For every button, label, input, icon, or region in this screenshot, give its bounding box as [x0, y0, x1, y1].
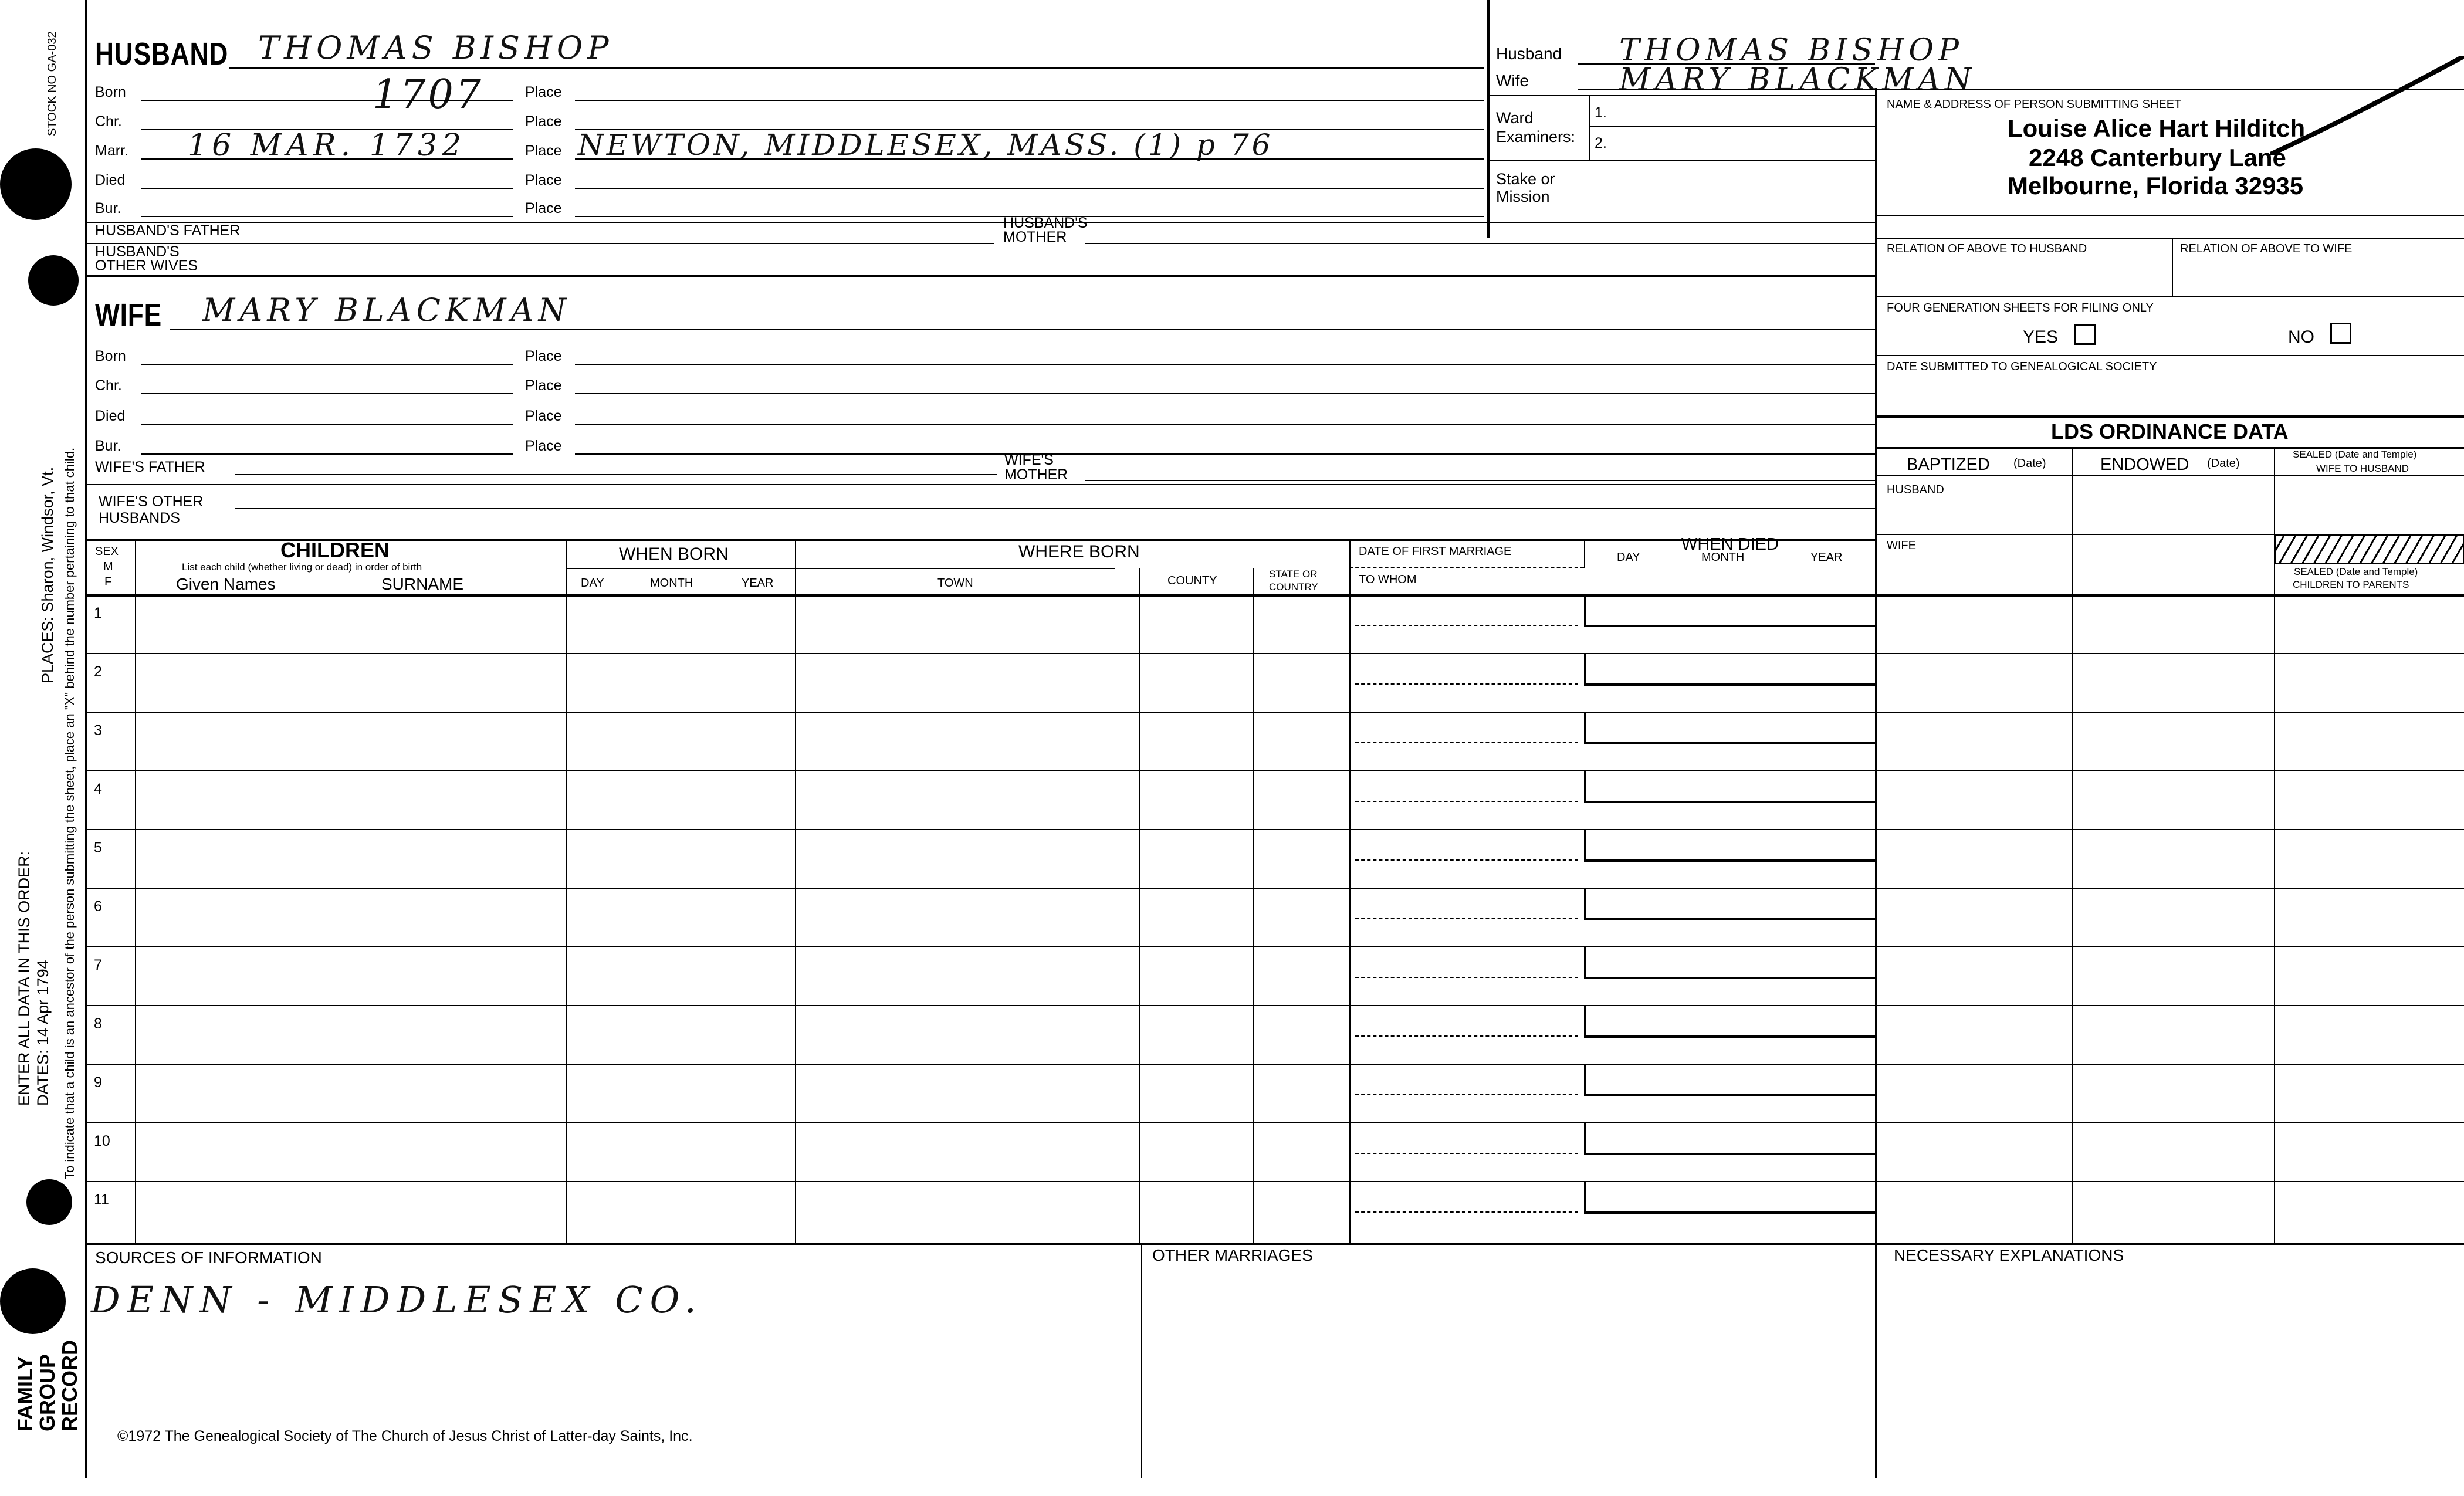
- wife-other-husbands-label-1: WIFE'S OTHER: [99, 493, 204, 510]
- first-marriage-label: DATE OF FIRST MARRIAGE: [1359, 545, 1512, 558]
- husband-other-wives-label-2: OTHER WIVES: [95, 258, 198, 274]
- examiners-label: Examiners:: [1496, 128, 1576, 145]
- child-row-died-line: [1584, 801, 1877, 803]
- child-row-divider: [85, 1122, 2464, 1123]
- child-row-died-bracket: [1584, 1065, 1586, 1094]
- husband-born-place-label: Place: [525, 84, 562, 100]
- child-row-died-bracket: [1584, 889, 1586, 918]
- child-row-divider: [85, 770, 2464, 771]
- child-row-died-bracket: [1584, 771, 1586, 801]
- wife-chr-place-label: Place: [525, 377, 562, 394]
- husband-born-value: 1707: [373, 72, 484, 118]
- state-label-1: STATE OR: [1269, 568, 1318, 580]
- sex-f: F: [104, 576, 112, 588]
- wife-bur-place-label: Place: [525, 438, 562, 454]
- child-row-number: 9: [94, 1074, 102, 1091]
- lds-title: LDS ORDINANCE DATA: [2051, 419, 2289, 444]
- child-row-number: 3: [94, 722, 102, 739]
- child-row-number: 5: [94, 840, 102, 856]
- child-row-marriage-dash: [1355, 1035, 1578, 1037]
- husband-heading: HUSBAND: [95, 36, 229, 72]
- submitter-line-1: Louise Alice Hart Hilditch: [2008, 114, 2306, 142]
- sealed-children-label-1: SEALED (Date and Temple): [2294, 566, 2418, 577]
- record-title-3: RECORD: [57, 1339, 82, 1431]
- sealed-children-label-2: CHILDREN TO PARENTS: [2293, 579, 2409, 590]
- child-row-died-line: [1584, 859, 1877, 862]
- wife-chr-label: Chr.: [95, 377, 122, 394]
- examiner-2: 2.: [1595, 135, 1607, 151]
- ward-label: Ward: [1496, 109, 1534, 127]
- where-born-label: WHERE BORN: [1018, 542, 1140, 561]
- child-row-marriage-dash: [1355, 801, 1578, 802]
- yes-label: YES: [2023, 327, 2059, 347]
- child-row-died-bracket: [1584, 595, 1586, 625]
- child-row-divider: [85, 946, 2464, 947]
- ward-wife-value: MARY BLACKMAN: [1619, 62, 1976, 97]
- wife-name: MARY BLACKMAN: [202, 292, 571, 329]
- children-title: CHILDREN: [280, 538, 390, 562]
- husband-marr-place-label: Place: [525, 143, 562, 159]
- ancestor-indicator-note: To indicate that a child is an ancestor of the person submitting the sheet, place an "X" behind the number pertaining to that child.: [62, 447, 77, 1179]
- child-row-number: 7: [94, 957, 102, 973]
- child-row-marriage-dash: [1355, 1153, 1578, 1154]
- child-row-died-bracket: [1584, 1123, 1586, 1153]
- copyright-notice: ©1972 The Genealogical Society of The Church of Jesus Christ of Latter-day Saints, Inc.: [117, 1428, 693, 1444]
- child-row-number: 8: [94, 1016, 102, 1032]
- child-row-died-line: [1584, 1035, 1877, 1038]
- born-day-label: DAY: [581, 577, 604, 590]
- record-title-1: FAMILY: [13, 1356, 37, 1431]
- child-row-number: 6: [94, 898, 102, 915]
- lds-husband-label: HUSBAND: [1887, 483, 1944, 496]
- child-row-number: 4: [94, 781, 102, 797]
- husband-died-label: Died: [95, 172, 126, 188]
- punch-hole-4: [0, 1268, 66, 1334]
- husband-mother-label-1: HUSBAND'S: [1003, 215, 1088, 231]
- children-subtitle: List each child (whether living or dead) in order of birth: [182, 561, 422, 573]
- child-row-divider: [85, 1064, 2464, 1065]
- husband-box-right: [1487, 0, 1490, 238]
- sources-label: SOURCES OF INFORMATION: [95, 1248, 322, 1267]
- husband-other-wives-label-1: HUSBAND'S: [95, 243, 180, 260]
- child-row-died-bracket: [1584, 713, 1586, 742]
- stake-label-2: Mission: [1496, 188, 1550, 205]
- wife-bur-label: Bur.: [95, 438, 121, 454]
- yes-checkbox[interactable]: [2074, 324, 2096, 345]
- when-born-label: WHEN BORN: [619, 544, 729, 564]
- child-row-died-line: [1584, 625, 1877, 627]
- ward-husband-value: THOMAS BISHOP: [1619, 33, 1964, 68]
- no-checkbox[interactable]: [2330, 323, 2351, 344]
- to-whom-label: TO WHOM: [1359, 573, 1417, 586]
- sealed-wife-label-2: WIFE TO HUSBAND: [2316, 463, 2409, 474]
- footer-top-line: [85, 1243, 2464, 1245]
- state-label-2: COUNTRY: [1269, 581, 1318, 593]
- punch-hole-3: [26, 1179, 72, 1225]
- other-marriages-label: OTHER MARRIAGES: [1152, 1246, 1313, 1264]
- husband-name: THOMAS BISHOP: [258, 29, 614, 66]
- died-month-label: MONTH: [1701, 551, 1745, 564]
- dates-note: DATES: 14 Apr 1794: [34, 960, 52, 1106]
- husband-born-label: Born: [95, 84, 126, 100]
- wife-heading: WIFE: [95, 297, 162, 333]
- child-row-number: 1: [94, 605, 102, 621]
- relation-to-wife-label: RELATION OF ABOVE TO WIFE: [2180, 242, 2353, 255]
- child-row-marriage-dash: [1355, 977, 1578, 978]
- born-year-label: YEAR: [742, 577, 774, 590]
- child-row-died-bracket: [1584, 830, 1586, 859]
- child-row-marriage-dash: [1355, 742, 1578, 743]
- child-row-number: 11: [94, 1192, 109, 1208]
- child-row-died-line: [1584, 918, 1877, 920]
- child-row-marriage-dash: [1355, 859, 1578, 861]
- child-row-divider: [85, 1005, 2464, 1006]
- lds-wife-label: WIFE: [1887, 539, 1916, 552]
- child-row-died-line: [1584, 1153, 1877, 1155]
- sources-value: DENN - MIDDLESEX CO.: [91, 1278, 703, 1321]
- county-label: COUNTY: [1167, 574, 1217, 587]
- wife-born-label: Born: [95, 348, 126, 364]
- necessary-explanations-label: NECESSARY EXPLANATIONS: [1894, 1246, 2124, 1264]
- husband-died-place-label: Place: [525, 172, 562, 188]
- wife-other-husbands-label-2: HUSBANDS: [99, 510, 180, 526]
- child-row-died-line: [1584, 977, 1877, 979]
- footer-divider: [1141, 1243, 1142, 1478]
- child-row-died-line: [1584, 742, 1877, 744]
- endowed-date-note: (Date): [2207, 457, 2240, 470]
- stock-number: STOCK NO GA-032: [46, 31, 59, 136]
- child-row-divider: [85, 1181, 2464, 1182]
- child-row-died-line: [1584, 1211, 1877, 1214]
- when-died-label: WHEN DIED: [1681, 535, 1779, 554]
- child-row-died-bracket: [1584, 947, 1586, 977]
- wife-died-place-label: Place: [525, 408, 562, 424]
- ward-husband-label: Husband: [1496, 45, 1562, 63]
- husband-bottom-line: [85, 275, 1875, 277]
- endowed-label: ENDOWED: [2100, 455, 2189, 474]
- punch-hole-1: [0, 148, 72, 220]
- husband-marr-label: Marr.: [95, 143, 128, 159]
- husband-bur-place-label: Place: [525, 200, 562, 216]
- four-generation-label: FOUR GENERATION SHEETS FOR FILING ONLY: [1887, 302, 2154, 314]
- husband-chr-place-label: Place: [525, 113, 562, 130]
- child-row-died-line: [1584, 683, 1877, 686]
- child-row-marriage-dash: [1355, 1211, 1578, 1213]
- child-row-marriage-dash: [1355, 625, 1578, 626]
- hatched-box: [2275, 535, 2464, 564]
- child-row-marriage-dash: [1355, 1094, 1578, 1095]
- child-row-died-bracket: [1584, 654, 1586, 683]
- husband-bur-label: Bur.: [95, 200, 121, 216]
- wife-mother-label-2: MOTHER: [1004, 466, 1068, 483]
- punch-hole-2: [28, 255, 79, 306]
- wife-father-label: WIFE'S FATHER: [95, 459, 205, 475]
- sex-m: M: [103, 560, 113, 573]
- pen-stroke: [2270, 56, 2464, 155]
- town-label: TOWN: [937, 577, 973, 590]
- wife-born-place-label: Place: [525, 348, 562, 364]
- examiner-1: 1.: [1595, 104, 1607, 121]
- wife-died-label: Died: [95, 408, 126, 424]
- stake-label-1: Stake or: [1496, 170, 1555, 188]
- husband-marr-date: 16 MAR. 1732: [188, 128, 466, 163]
- submitter-line-3: Melbourne, Florida 32935: [2008, 172, 2304, 199]
- submitter-label: NAME & ADDRESS OF PERSON SUBMITTING SHEET: [1887, 98, 2182, 111]
- died-day-label: DAY: [1617, 551, 1640, 564]
- husband-marr-place: NEWTON, MIDDLESEX, MASS. (1) p 76: [578, 128, 1274, 162]
- child-row-number: 10: [94, 1133, 110, 1149]
- died-year-label: YEAR: [1810, 551, 1843, 564]
- places-note: PLACES: Sharon, Windsor, Vt.: [39, 466, 56, 683]
- relation-to-husband-label: RELATION OF ABOVE TO HUSBAND: [1887, 242, 2087, 255]
- husband-father-label: HUSBAND'S FATHER: [95, 222, 241, 239]
- child-row-number: 2: [94, 664, 102, 680]
- ward-wife-label: Wife: [1496, 72, 1529, 90]
- given-names-label: Given Names: [176, 575, 276, 593]
- surname-label: SURNAME: [381, 575, 464, 593]
- child-row-died-bracket: [1584, 1182, 1586, 1211]
- sealed-wife-label-1: SEALED (Date and Temple): [2293, 449, 2417, 460]
- sex-header: SEX: [95, 545, 119, 558]
- husband-chr-label: Chr.: [95, 113, 122, 130]
- submitter-line-2: 2248 Canterbury Lane: [2029, 144, 2286, 171]
- date-submitted-label: DATE SUBMITTED TO GENEALOGICAL SOCIETY: [1887, 360, 2157, 373]
- record-title-2: GROUP: [35, 1353, 59, 1431]
- child-row-divider: [85, 712, 2464, 713]
- wife-mother-label-1: WIFE'S: [1004, 452, 1054, 468]
- no-label: NO: [2288, 327, 2314, 347]
- child-row-died-bracket: [1584, 1006, 1586, 1035]
- baptized-label: BAPTIZED: [1907, 455, 1990, 474]
- child-row-marriage-dash: [1355, 683, 1578, 685]
- child-row-divider: [85, 888, 2464, 889]
- husband-mother-label-2: MOTHER: [1003, 229, 1067, 245]
- child-row-marriage-dash: [1355, 918, 1578, 919]
- child-row-divider: [85, 653, 2464, 654]
- order-note: ENTER ALL DATA IN THIS ORDER:: [15, 851, 33, 1106]
- child-row-died-line: [1584, 1094, 1877, 1096]
- baptized-date-note: (Date): [2013, 457, 2046, 470]
- born-month-label: MONTH: [650, 577, 693, 590]
- child-row-divider: [85, 829, 2464, 830]
